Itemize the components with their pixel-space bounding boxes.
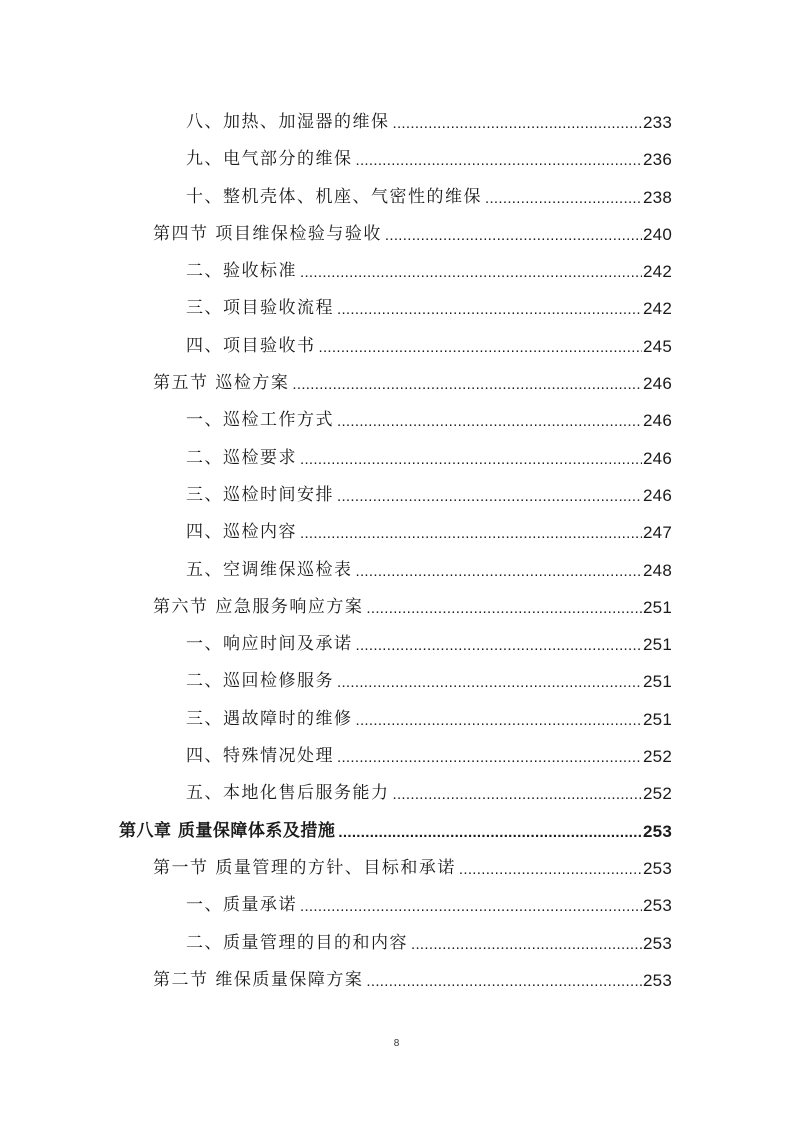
toc-entry-title: 第六节 应急服务响应方案 — [153, 596, 364, 617]
toc-entry[interactable] — [0, 290, 793, 327]
dot-leader — [411, 926, 642, 963]
toc-section-entry[interactable] — [0, 216, 793, 253]
dot-leader — [356, 702, 643, 739]
toc-entry-page: 236 — [643, 150, 672, 170]
toc-entry-page: 246 — [643, 485, 672, 505]
toc-entry-title: 第四节 项目维保检验与验收 — [153, 223, 382, 244]
toc-entry[interactable] — [0, 514, 793, 551]
dot-leader — [337, 478, 642, 515]
dot-leader — [366, 590, 642, 627]
toc-entry-title: 三、项目验收流程 — [186, 298, 334, 319]
toc-entry-title: 一、质量承诺 — [186, 895, 297, 916]
toc-entry-page: 251 — [643, 635, 672, 655]
dot-leader — [337, 291, 642, 328]
toc-entry[interactable] — [0, 925, 793, 962]
toc-section-entry[interactable] — [0, 589, 793, 626]
dot-leader — [337, 664, 642, 701]
toc-entry-page: 253 — [643, 933, 672, 953]
dot-leader — [300, 254, 642, 291]
toc-entry-title: 十、整机壳体、机座、气密性的维保 — [186, 186, 482, 207]
toc-entry-title: 二、巡检要求 — [186, 447, 297, 468]
toc-section-entry[interactable] — [0, 365, 793, 402]
toc-entry-title: 二、质量管理的目的和内容 — [186, 932, 408, 953]
toc-entry[interactable] — [0, 253, 793, 290]
toc-entry[interactable] — [0, 179, 793, 216]
dot-leader — [338, 814, 642, 851]
toc-entry-title: 四、巡检内容 — [186, 522, 297, 543]
dot-leader — [459, 851, 642, 888]
toc-entry-title: 第二节 维保质量保障方案 — [153, 969, 364, 990]
toc-entry[interactable] — [0, 440, 793, 477]
dot-leader — [366, 963, 642, 1000]
toc-entry-page: 242 — [643, 262, 672, 282]
toc-entry-title: 第八章 质量保障体系及措施 — [119, 820, 336, 841]
dot-leader — [356, 142, 643, 179]
toc-entry-page: 253 — [643, 821, 672, 841]
dot-leader — [300, 888, 642, 925]
toc-entry[interactable] — [0, 887, 793, 924]
dot-leader — [393, 776, 643, 813]
toc-entry-page: 253 — [643, 970, 672, 990]
toc-entry[interactable] — [0, 402, 793, 439]
toc-entry-page: 245 — [643, 336, 672, 356]
toc-entry-page: 246 — [643, 411, 672, 431]
toc-entry-page: 233 — [643, 113, 672, 132]
toc-entry-title: 九、电气部分的维保 — [186, 149, 353, 170]
toc-entry-page: 247 — [643, 523, 672, 543]
dot-leader — [337, 739, 642, 776]
dot-leader — [385, 217, 642, 254]
toc-entry[interactable] — [0, 738, 793, 775]
dot-leader — [356, 627, 643, 664]
toc-entry-title: 第五节 巡检方案 — [153, 373, 290, 394]
toc-entry-page: 251 — [643, 597, 672, 617]
toc-entry-title: 三、巡检时间安排 — [186, 484, 334, 505]
toc-entry-page: 252 — [643, 747, 672, 767]
dot-leader — [337, 403, 642, 440]
toc-entry-page: 251 — [643, 672, 672, 692]
toc-entry-page: 253 — [643, 896, 672, 916]
dot-leader — [300, 441, 642, 478]
toc-entry-title: 四、项目验收书 — [186, 335, 316, 356]
toc-entry-title: 五、空调维保巡检表 — [186, 559, 353, 580]
dot-leader — [485, 180, 642, 217]
toc-entry-title: 四、特殊情况处理 — [186, 746, 334, 767]
toc-entry-page: 242 — [643, 299, 672, 319]
toc-entry-title: 二、验收标准 — [186, 261, 297, 282]
toc-entry-title: 一、响应时间及承诺 — [186, 634, 353, 655]
toc-entry-title: 八、加热、加湿器的维保 — [186, 112, 390, 132]
toc-entry-page: 251 — [643, 709, 672, 729]
toc-entry-title: 三、遇故障时的维修 — [186, 708, 353, 729]
toc-entry-page: 240 — [643, 224, 672, 244]
toc-entry[interactable] — [0, 775, 793, 812]
toc-entry-page: 246 — [643, 374, 672, 394]
dot-leader — [300, 515, 642, 552]
toc-entry-title: 一、巡检工作方式 — [186, 410, 334, 431]
dot-leader — [356, 553, 643, 590]
toc-entry[interactable] — [0, 701, 793, 738]
toc-entry-title: 五、本地化售后服务能力 — [186, 783, 390, 804]
toc-entry-page: 246 — [643, 448, 672, 468]
toc-entry[interactable] — [0, 626, 793, 663]
toc-section-entry[interactable] — [0, 850, 793, 887]
toc-entry[interactable] — [0, 663, 793, 700]
toc-entry-title: 第一节 质量管理的方针、目标和承诺 — [153, 857, 456, 878]
toc-entry-page: 253 — [643, 858, 672, 878]
toc-entry[interactable] — [0, 328, 793, 365]
toc-entry-page: 248 — [643, 560, 672, 580]
toc-entry-page: 252 — [643, 784, 672, 804]
toc-entry-page: 238 — [643, 187, 672, 207]
toc-entry[interactable] — [0, 141, 793, 178]
toc-entry[interactable] — [0, 477, 793, 514]
toc-section-entry[interactable] — [0, 962, 793, 999]
dot-leader — [319, 329, 643, 366]
toc-entry[interactable] — [0, 552, 793, 589]
dot-leader — [393, 105, 643, 142]
table-of-contents — [0, 104, 793, 999]
dot-leader — [292, 366, 642, 403]
toc-chapter-entry[interactable] — [0, 813, 793, 850]
toc-entry-title: 二、巡回检修服务 — [186, 671, 334, 692]
page-number: 8 — [393, 1038, 400, 1049]
toc-entry[interactable] — [0, 104, 793, 141]
